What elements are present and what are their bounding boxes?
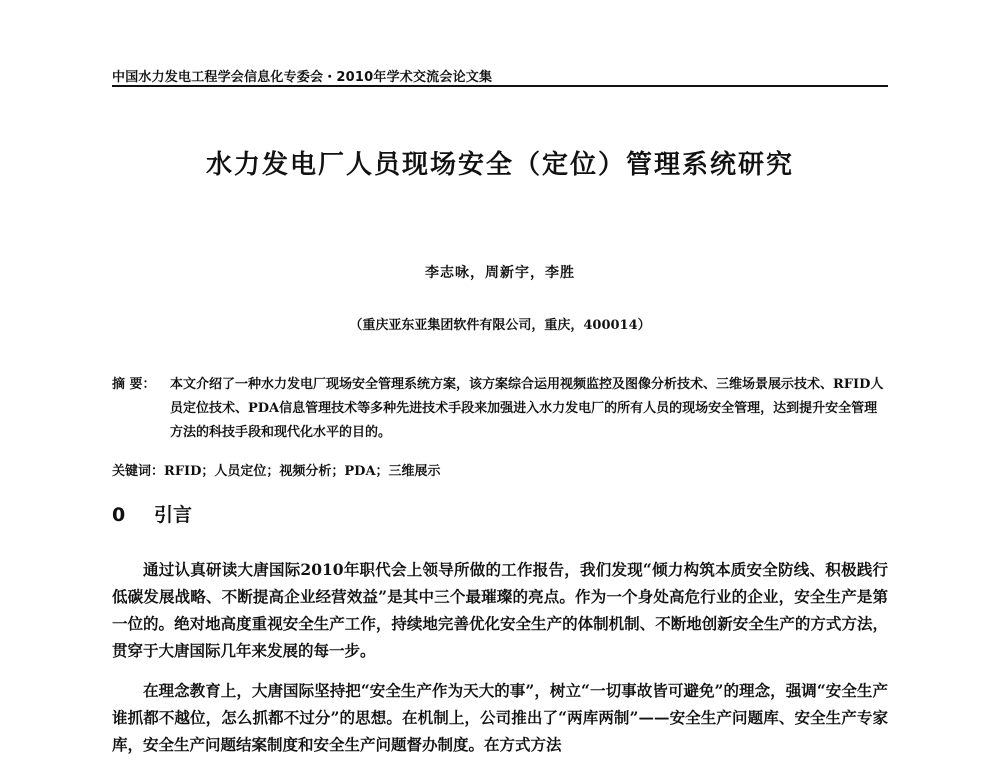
running-header: 中国水力发电工程学会信息化专委会・2010年学术交流会论文集 [112,70,493,85]
section-title: 引言 [154,504,193,526]
paper-title: 水力发电厂人员现场安全（定位）管理系统研究 [205,150,794,180]
section-number: 0 [112,504,126,526]
abstract-label: 摘 要： [112,377,156,392]
keywords [112,460,888,479]
body-paragraph: 在理念教育上，大唐国际坚持把“安全生产作为天大的事”，树立“一切事故皆可避免”的理念，强调“安全生产谁抓都不越位，怎么抓都不过分”的思想。在机制上，公司推出了“两库两制”——安全生产问题库、安全生产专家库，安全生产问题结案制度和安全生产问题督办制度。在方式方法 [112,681,888,754]
abstract-text: 本文介绍了一种水力发电厂现场安全管理系统方案，该方案综合运用视频监控及图像分析技术、三维场景展示技术、RFID人员定位技术、PDA信息管理技术等多种先进技术手段来加强进入水力发电厂的所有人员的现场安全管理，达到提升安全管理方法的科技手段和现代化水平的目的。 [170,377,884,440]
header-rule [112,85,888,87]
keywords-text: RFID；人员定位；视频分析；PDA；三维展示 [164,464,441,479]
body-paragraph: 通过认真研读大唐国际2010年职代会上领导所做的工作报告，我们发现“倾力构筑本质安全防线、积极践行低碳发展战略、不断提高企业经营效益”是其中三个最璀璨的亮点。作为一个身处高危行业的企业，安全生产是第一位的。绝对地高度重视安全生产工作，持续地完善优化安全生产的体制机制、不断地创新安全生产的方式方法，贯穿于大唐国际几年来发展的每一步。 [112,560,888,660]
keywords-label: 关键词： [112,464,165,479]
paper-affiliation: （重庆亚东亚集团软件有限公司，重庆，400014） [349,318,651,333]
paper-authors: 李志咏，周新宇，李胜 [425,265,575,281]
abstract [112,373,888,445]
body-text [112,556,888,760]
section-heading [112,500,192,527]
